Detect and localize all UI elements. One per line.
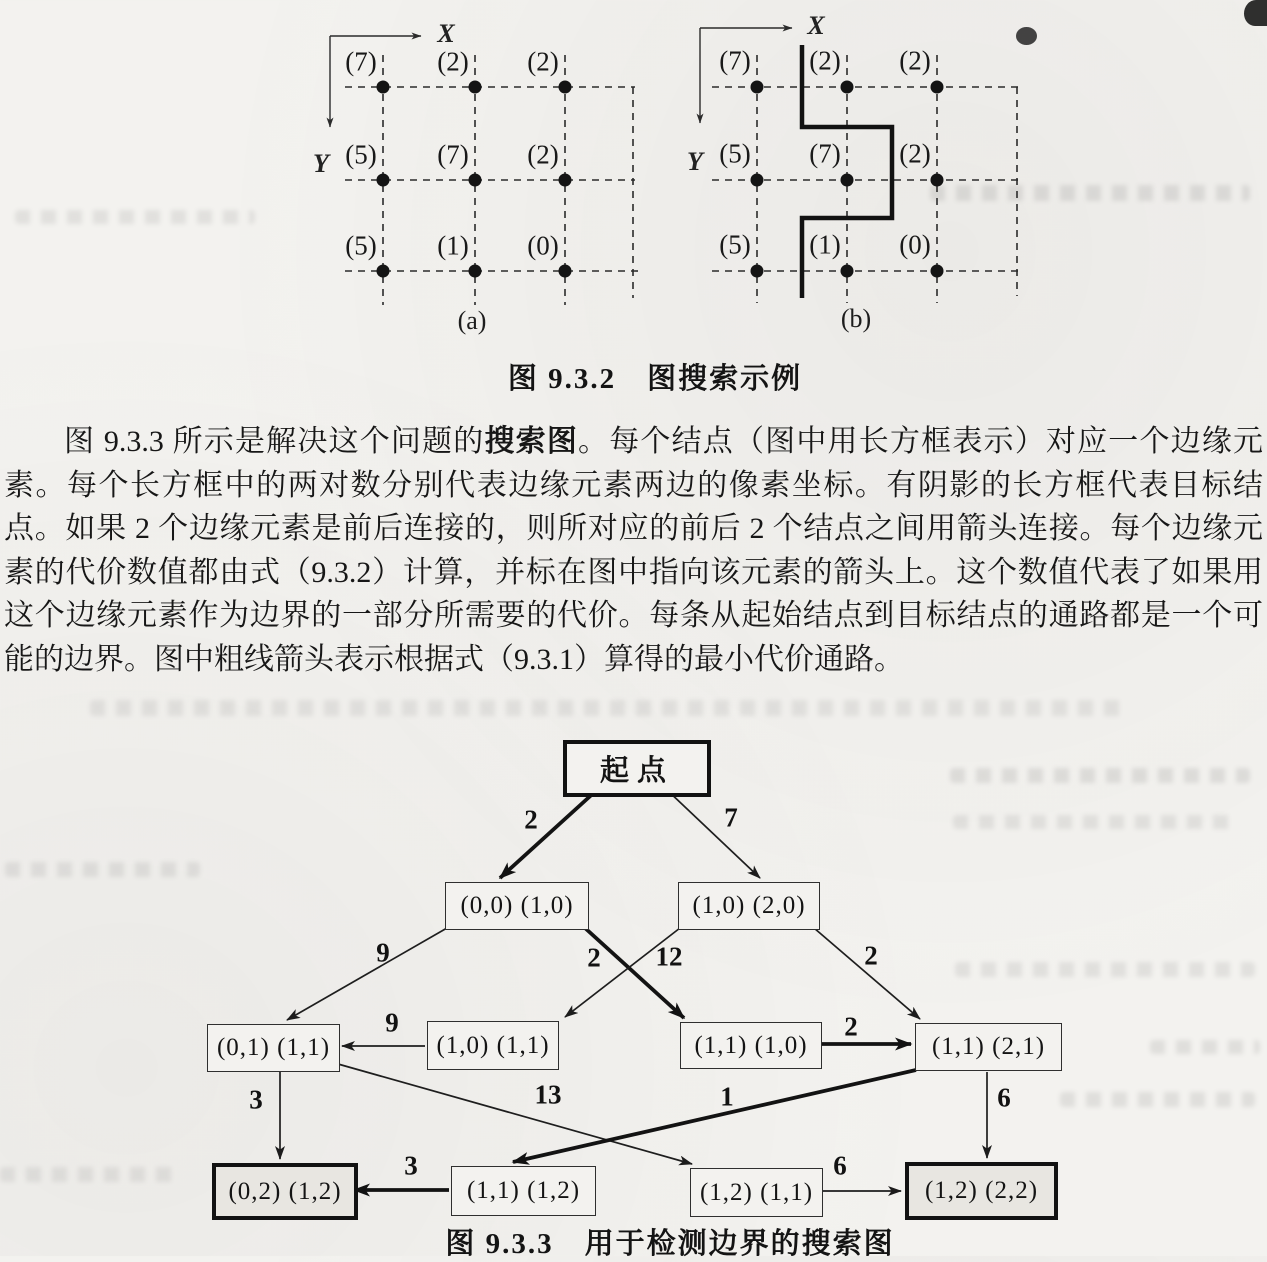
figure-9-3-3-caption: 图 9.3.3 用于检测边界的搜索图 — [445, 1228, 895, 1260]
panel-b-grid — [700, 28, 1022, 303]
edge-cost-label: 6 — [833, 1150, 847, 1181]
edge-cost-label: 6 — [997, 1082, 1011, 1113]
pixel-value: (7) — [345, 46, 377, 77]
pixel-value: (2) — [437, 46, 469, 77]
pixel-value: (0) — [527, 230, 559, 261]
edge-cost-label: 3 — [404, 1150, 418, 1181]
edge-cost-label: 2 — [587, 942, 601, 973]
pixel-value: (7) — [719, 45, 751, 76]
edge-cost-label: 9 — [376, 937, 390, 968]
edge-cost-label: 2 — [524, 804, 538, 835]
graph-node: (1,2) (1,1) — [690, 1168, 823, 1217]
panel-b-x-axis-label: X — [807, 11, 825, 40]
graph-node: (1,1) (2,1) — [915, 1023, 1062, 1071]
edge-cost-label: 7 — [724, 802, 738, 833]
panel-b-label: (b) — [840, 304, 872, 333]
paragraph-text: 图 9.3.3 所示是解决这个问题的 — [64, 425, 485, 458]
search-graph-edges — [280, 789, 987, 1191]
graph-node: (1,0) (2,0) — [678, 882, 820, 930]
edge-cost-label: 2 — [844, 1011, 858, 1042]
edge-cost-label: 9 — [385, 1007, 399, 1038]
pixel-value: (5) — [719, 229, 751, 260]
graph-node: (1,0) (1,1) — [427, 1021, 559, 1070]
graph-node: (0,0) (1,0) — [445, 882, 589, 930]
paragraph-text: 。每个结点（图中用长方框表示）对应一个边缘元素。每个长方框中的两对数分别代表边缘元素两边的像素坐标。有阴影的长方框代表目标结点。如果 2 个边缘元素是前后连接的，则所对应的前后 2 个结点之间用箭头连接。每个边缘元素的代价数值都由式（9.3.2）计算，并标在图中指向该元素的箭头上。这个数值代表了如果用这个边缘元素作为边界的一部分所需要的代价。每条从起始结点到目标结点的通路都是一个可能的边界。图中粗线箭头表示根据式（9.3.1）算得的最小代价通路。 — [4, 425, 1264, 676]
pixel-value: (5) — [345, 139, 377, 170]
pixel-value: (1) — [809, 229, 841, 260]
figure-9-3-2-caption: 图 9.3.2 图搜索示例 — [507, 363, 803, 395]
pixel-value: (2) — [899, 138, 931, 169]
edge-cost-label: 13 — [534, 1079, 562, 1110]
graph-node: (0,1) (1,1) — [207, 1024, 340, 1072]
pixel-value: (7) — [437, 139, 469, 170]
pixel-value: (5) — [719, 138, 751, 169]
edge-cost-label: 12 — [655, 941, 683, 972]
pixel-value: (0) — [899, 229, 931, 260]
graph-node: (1,1) (1,2) — [451, 1166, 596, 1216]
edge-cost-label: 1 — [720, 1081, 734, 1112]
graph-node-target: (1,2) (2,2) — [905, 1162, 1058, 1220]
pixel-value: (2) — [527, 46, 559, 77]
pixel-value: (2) — [527, 139, 559, 170]
pixel-value: (7) — [809, 138, 841, 169]
graph-node: (1,1) (1,0) — [680, 1022, 822, 1069]
graph-node-target: (0,2) (1,2) — [212, 1163, 358, 1220]
panel-a-y-axis-label: Y — [313, 149, 329, 178]
panel-a-x-axis-label: X — [437, 19, 455, 48]
panel-a-grid — [330, 36, 638, 305]
panel-b-y-axis-label: Y — [687, 147, 703, 176]
pixel-value: (1) — [437, 230, 469, 261]
pixel-value: (2) — [899, 45, 931, 76]
graph-node-start: 起点 — [563, 740, 711, 797]
edge-cost-label: 3 — [249, 1084, 263, 1115]
pixel-value: (2) — [809, 45, 841, 76]
pixel-value: (5) — [345, 230, 377, 261]
bold-term: 搜索图 — [484, 425, 579, 458]
edge-cost-label: 2 — [864, 940, 878, 971]
panel-a-label: (a) — [457, 306, 487, 335]
